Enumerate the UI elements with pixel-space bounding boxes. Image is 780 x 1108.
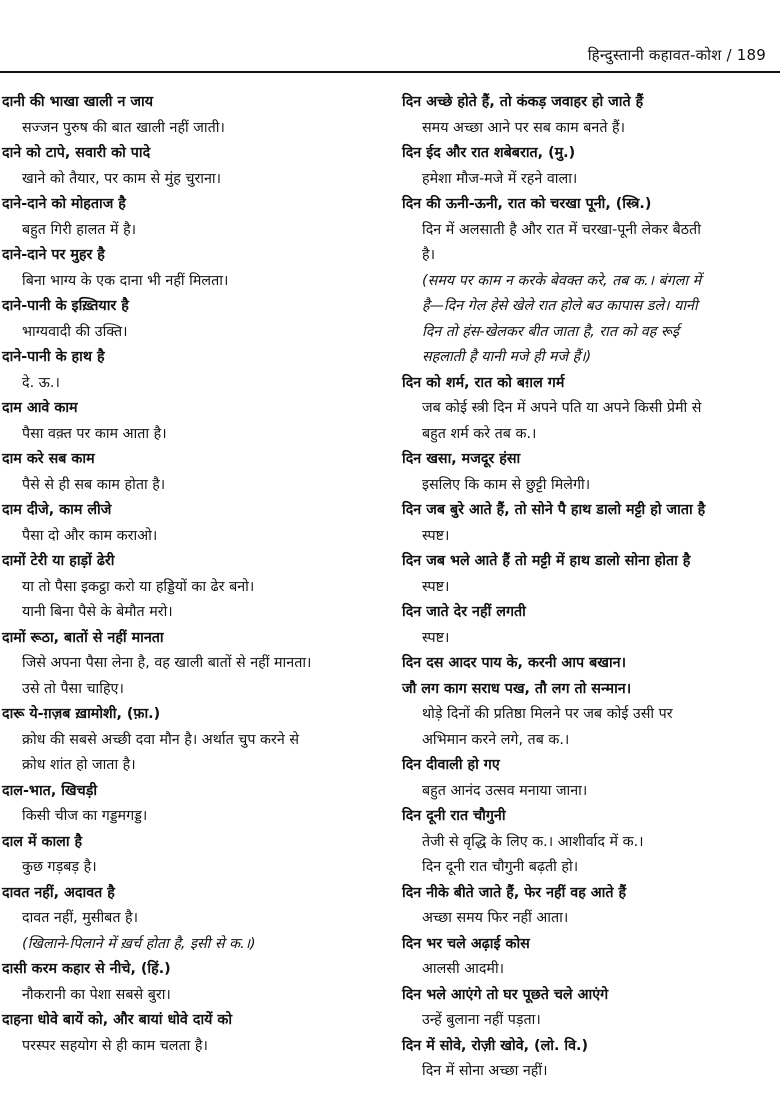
proverb-meaning: खाने को तैयार, पर काम से मुंह चुराना। [22, 170, 222, 187]
proverb-heading: दिन जाते देर नहीं लगती [402, 604, 526, 620]
proverb-heading: दिन दस आदर पाय के, करनी आप बखान। [402, 655, 627, 671]
proverb-meaning: जब कोई स्त्री दिन में अपने पति या अपने किसी प्रेमी से [422, 400, 702, 416]
proverb-entry [2, 957, 374, 1008]
proverb-heading: दिन दूनी रात चौगुनी [402, 808, 506, 824]
proverb-entry [2, 830, 374, 881]
proverb-entry [402, 932, 778, 983]
proverb-meaning: सज्जन पुरुष की बात खाली नहीं जाती। [22, 119, 225, 136]
header-rule [0, 71, 780, 73]
proverb-meaning: बहुत शर्म करे तब क.। [422, 425, 537, 442]
right-column [402, 90, 778, 1085]
running-header: हिन्दुस्तानी कहावत-कोश / 189 [587, 46, 766, 64]
proverb-meaning: बहुत गिरी हालत में है। [22, 221, 137, 238]
proverb-heading: दिन में सोवे, रोज़ी खोवे, (लो. वि.) [402, 1037, 589, 1054]
proverb-meaning: भाग्यवादी की उक्ति। [22, 323, 128, 340]
proverb-meaning: हमेशा मौज-मजे में रहने वाला। [422, 170, 578, 187]
proverb-heading: दिन जब बुरे आते हैं, तो सोने पै हाथ डालो मट्टी हो जाता है [402, 502, 706, 518]
proverb-heading: दाने-दाने पर मुहर है [2, 247, 105, 263]
proverb-meaning: स्पष्ट। [422, 629, 450, 646]
proverb-meaning: दावत नहीं, मुसीबत है। [22, 910, 139, 926]
proverb-meaning: दिन में सोना अच्छा नहीं। [422, 1063, 548, 1079]
proverb-entry [2, 549, 374, 626]
proverb-entry [2, 626, 374, 703]
proverb-entry [402, 983, 778, 1034]
proverb-heading: दिन जब भले आते हैं तो मट्टी में हाथ डालो सोना होता है [402, 553, 691, 569]
proverb-meaning: दिन में अलसाती है और रात में चरखा-पूनी लेकर बैठती [422, 221, 701, 238]
proverb-heading: दिन भले आएंगे तो घर पूछते चले आएंगे [402, 986, 609, 1003]
proverb-heading: दिन खसा, मजदूर हंसा [402, 451, 521, 467]
proverb-heading: दाम दीजे, काम लीजे [2, 502, 112, 518]
proverb-meaning: पैसे से ही सब काम होता है। [22, 476, 166, 493]
proverb-entry [2, 702, 374, 779]
proverb-heading: दिन को शर्म, रात को बग़ल गर्म [402, 374, 565, 391]
proverb-entry [402, 141, 778, 192]
proverb-meaning: दिन दूनी रात चौगुनी बढ़ती हो। [422, 859, 579, 875]
proverb-meaning: पैसा दो और काम कराओ। [22, 527, 158, 544]
proverb-heading: दासी करम कहार से नीचे, (हिं.) [2, 961, 171, 977]
proverb-note: है—दिन गेल हेसे खेले रात होले बउ कापास डले। यानी [422, 298, 698, 314]
proverb-entry [2, 90, 374, 141]
proverb-entry [402, 804, 778, 881]
proverb-entry [402, 498, 778, 549]
proverb-entry [2, 779, 374, 830]
proverb-heading: दिन ईद और रात शबेबरात, (मु.) [402, 145, 576, 161]
proverb-meaning: क्रोध की सबसे अच्छी दवा मौन है। अर्थात चुप करने से [22, 731, 299, 748]
proverb-entry [402, 600, 778, 651]
proverb-entry [402, 677, 778, 754]
proverb-entry [402, 651, 778, 677]
proverb-meaning: या तो पैसा इकट्ठा करो या हड्डियों का ढेर बनो। [22, 578, 255, 595]
proverb-entry [2, 141, 374, 192]
proverb-meaning: क्रोध शांत हो जाता है। [22, 757, 136, 773]
proverb-meaning: जिसे अपना पैसा लेना है, वह खाली बातों से नहीं मानता। [22, 655, 312, 671]
proverb-meaning: तेजी से वृद्धि के लिए क.। आशीर्वाद में क.। [422, 833, 644, 850]
proverb-heading: दाने को टापे, सवारी को पादे [2, 145, 151, 161]
proverb-meaning: बहुत आनंद उत्सव मनाया जाना। [422, 782, 588, 799]
proverb-entry [402, 753, 778, 804]
proverb-heading: दावत नहीं, अदावत है [2, 884, 115, 901]
proverb-entry [2, 881, 374, 958]
proverb-meaning: नौकरानी का पेशा सबसे बुरा। [22, 986, 171, 1003]
proverb-note: (खिलाने-पिलाने में ख़र्च होता है, इसी से क.।) [22, 935, 256, 952]
proverb-heading: दिन भर चले अढ़ाई कोस [402, 935, 530, 952]
proverb-meaning: स्पष्ट। [422, 527, 450, 544]
proverb-heading: दिन दीवाली हो गए [402, 757, 500, 773]
proverb-heading: दिन की ऊनी-ऊनी, रात को चरखा पूनी, (स्त्रि.) [402, 196, 652, 212]
proverb-note: दिन तो हंस-खेलकर बीत जाता है, रात को वह रूई [422, 323, 679, 340]
proverb-meaning: अभिमान करने लगे, तब क.। [422, 731, 570, 748]
proverb-heading: दाहना धोवे बायें को, और बायां धोवे दायें को [2, 1012, 233, 1028]
proverb-meaning: उन्हें बुलाना नहीं पड़ता। [422, 1012, 541, 1028]
proverb-meaning: उसे तो पैसा चाहिए। [22, 680, 124, 697]
proverb-heading: दिन नीके बीते जाते हैं, फेर नहीं वह आते हैं [402, 884, 627, 901]
proverb-heading: दाल में काला है [2, 833, 83, 850]
proverb-entry [402, 447, 778, 498]
proverb-entry [2, 192, 374, 243]
proverb-entry [2, 294, 374, 345]
proverb-meaning: स्पष्ट। [422, 578, 450, 595]
proverb-entry [2, 396, 374, 447]
proverb-heading: दारू ये-ग़ज़ब ख़ामोशी, (फ़ा.) [2, 706, 161, 722]
proverb-entry [402, 549, 778, 600]
proverb-heading: दामों रूठा, बातों से नहीं मानता [2, 629, 164, 646]
proverb-entry [2, 243, 374, 294]
proverb-heading: दिन अच्छे होते हैं, तो कंकड़ जवाहर हो जाते हैं [402, 94, 644, 110]
proverb-heading: दाम आवे काम [2, 400, 78, 416]
proverb-heading: दानी की भाखा खाली न जाय [2, 94, 153, 110]
proverb-meaning: कुछ गड़बड़ है। [22, 859, 97, 875]
proverb-heading: जौ लग काग सराध पख, तौ लग तो सन्मान। [402, 680, 632, 697]
proverb-meaning: थोड़े दिनों की प्रतिष्ठा मिलने पर जब कोई उसी पर [422, 706, 673, 722]
proverb-meaning: पैसा वक़्त पर काम आता है। [22, 425, 167, 442]
proverb-meaning: आलसी आदमी। [422, 961, 505, 977]
proverb-meaning: अच्छा समय फिर नहीं आता। [422, 910, 569, 926]
proverb-heading: दाम करे सब काम [2, 451, 95, 467]
proverb-heading: दाने-पानी के इख़्तियार है [2, 298, 129, 314]
proverb-entry [402, 90, 778, 141]
proverb-meaning: यानी बिना पैसे के बेमौत मरो। [22, 604, 173, 620]
proverb-entry [2, 498, 374, 549]
proverb-entry [2, 1008, 374, 1059]
proverb-entry [402, 881, 778, 932]
proverb-entry [2, 345, 374, 396]
proverb-note: सहलाती है यानी मजे ही मजे हैं।) [422, 349, 592, 365]
proverb-meaning: परस्पर सहयोग से ही काम चलता है। [22, 1037, 208, 1054]
proverb-meaning: बिना भाग्य के एक दाना भी नहीं मिलता। [22, 272, 229, 289]
proverb-entry [2, 447, 374, 498]
proverb-note: (समय पर काम न करके बेवक्त करे, तब क.। बंगला में [422, 272, 702, 289]
left-column [2, 90, 374, 1059]
proverb-heading: दाने-पानी के हाथ है [2, 349, 105, 365]
proverb-meaning: दे. ऊ.। [22, 374, 60, 391]
proverb-meaning: किसी चीज का गड्डमगड्ड। [22, 808, 148, 824]
proverb-entry [402, 1034, 778, 1085]
proverb-heading: दाने-दाने को मोहताज है [2, 196, 126, 212]
proverb-heading: दामों टेरी या हाड़ों ढेरी [2, 553, 115, 569]
proverb-meaning: है। [422, 247, 436, 263]
proverb-meaning: इसलिए कि काम से छुट्टी मिलेगी। [422, 476, 591, 493]
proverb-entry [402, 192, 778, 371]
proverb-heading: दाल-भात, खिचड़ी [2, 782, 98, 799]
proverb-meaning: समय अच्छा आने पर सब काम बनते हैं। [422, 119, 626, 136]
proverb-entry [402, 371, 778, 448]
